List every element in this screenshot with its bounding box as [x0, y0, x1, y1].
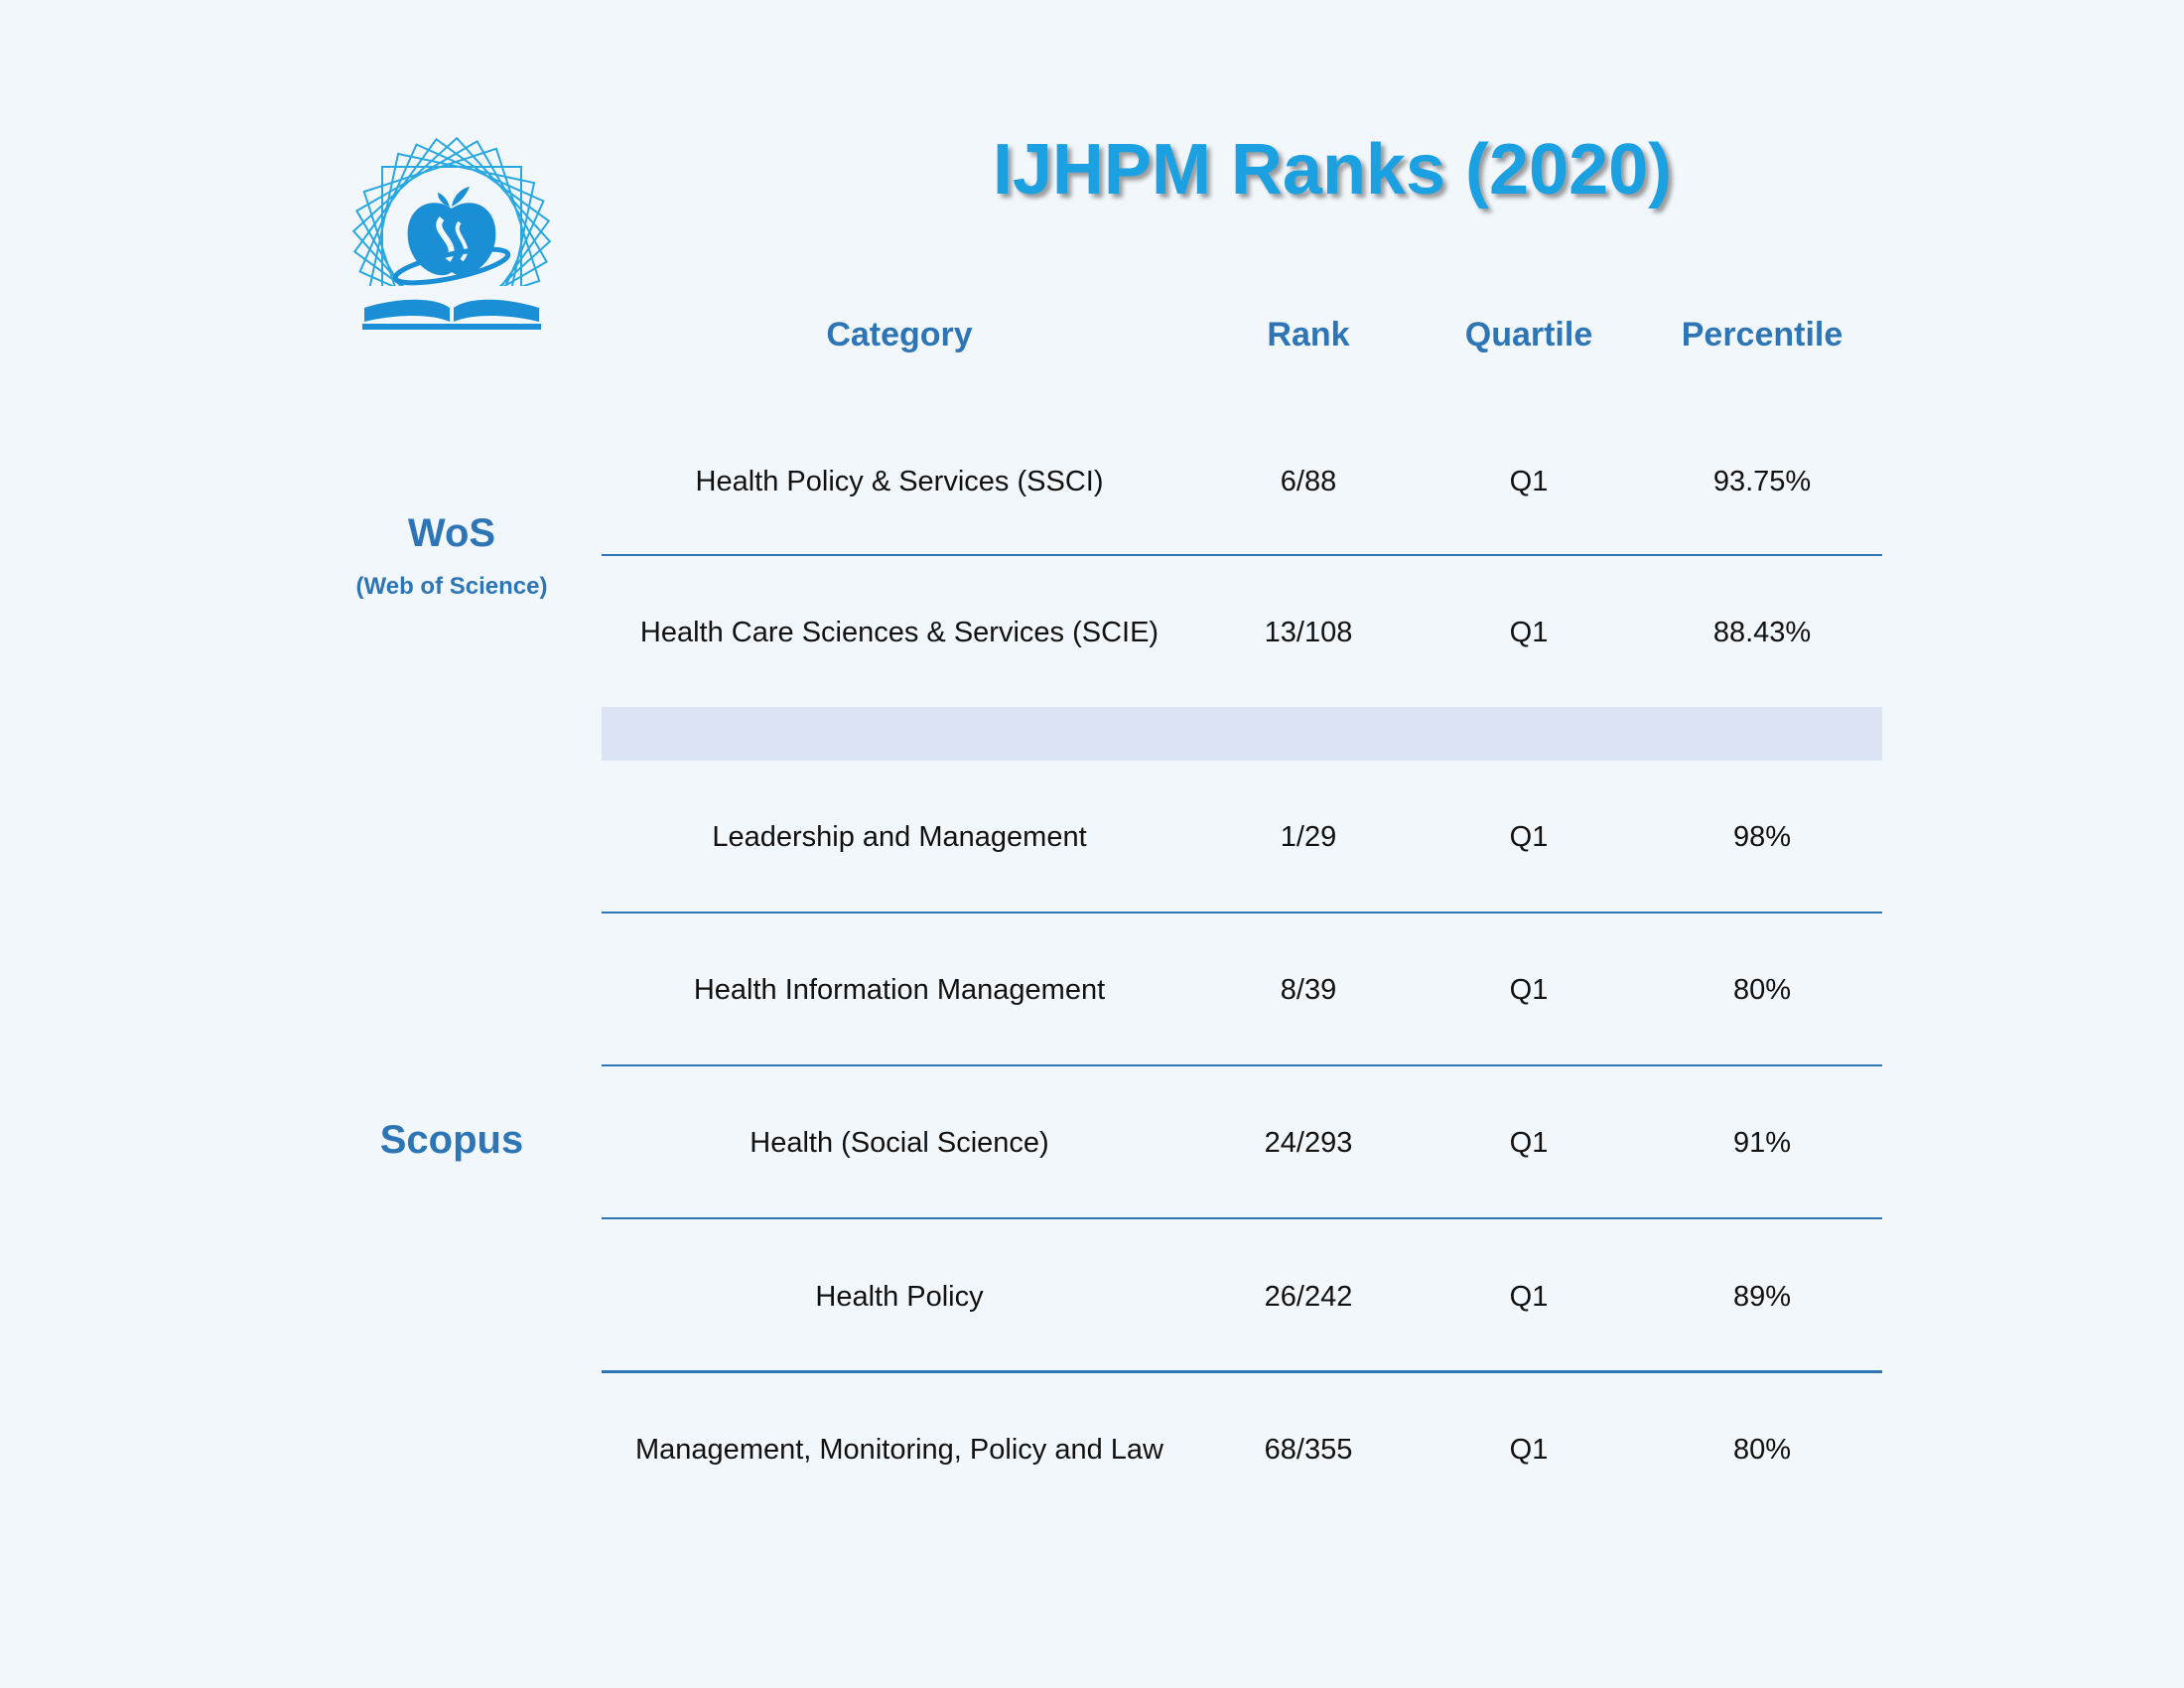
header-rank: Rank — [1267, 316, 1350, 353]
group-label-wos: WoS — [407, 511, 496, 555]
row-6-rank: 68/355 — [1264, 1434, 1353, 1466]
row-0-category: Health Policy & Services (SSCI) — [695, 466, 1104, 497]
row-5-category: Health Policy — [815, 1281, 984, 1313]
row-4-rank: 24/293 — [1264, 1127, 1353, 1159]
header-category: Category — [826, 316, 973, 353]
row-divider — [602, 1064, 1882, 1066]
row-5-rank: 26/242 — [1264, 1281, 1353, 1313]
row-1-rank: 13/108 — [1264, 617, 1353, 648]
group-separator-band — [602, 707, 1882, 761]
page-title-text: IJHPM Ranks (2020) — [992, 130, 1673, 210]
row-3-category: Health Information Management — [693, 974, 1106, 1006]
row-2-rank: 1/29 — [1280, 821, 1337, 853]
row-0-rank: 6/88 — [1280, 466, 1337, 497]
row-divider — [602, 912, 1882, 914]
row-2-percentile: 98% — [1732, 821, 1792, 853]
row-1-percentile: 88.43% — [1712, 617, 1812, 648]
row-4-quartile: Q1 — [1509, 1127, 1549, 1159]
row-divider — [602, 1217, 1882, 1219]
row-1-quartile: Q1 — [1509, 617, 1549, 648]
row-6-quartile: Q1 — [1509, 1434, 1549, 1466]
row-3-percentile: 80% — [1732, 974, 1792, 1006]
row-divider — [602, 1370, 1882, 1373]
row-4-category: Health (Social Science) — [750, 1127, 1049, 1159]
row-0-quartile: Q1 — [1509, 466, 1549, 497]
row-2-quartile: Q1 — [1509, 821, 1549, 853]
page-title — [0, 129, 2184, 211]
header-quartile: Quartile — [1464, 316, 1593, 353]
row-divider — [602, 554, 1882, 556]
row-5-quartile: Q1 — [1509, 1281, 1549, 1313]
row-4-percentile: 91% — [1732, 1127, 1792, 1159]
group-label-scopus: Scopus — [379, 1118, 524, 1162]
header-percentile: Percentile — [1681, 316, 1843, 353]
row-5-percentile: 89% — [1732, 1281, 1792, 1313]
group-sublabel-wos: (Web of Science) — [355, 573, 548, 600]
row-6-percentile: 80% — [1732, 1434, 1792, 1466]
row-1-category: Health Care Sciences & Services (SCIE) — [639, 617, 1160, 648]
row-2-category: Leadership and Management — [712, 821, 1087, 853]
row-6-category: Management, Monitoring, Policy and Law — [635, 1434, 1163, 1466]
row-3-quartile: Q1 — [1509, 974, 1549, 1006]
row-3-rank: 8/39 — [1280, 974, 1337, 1006]
row-0-percentile: 93.75% — [1712, 466, 1812, 497]
